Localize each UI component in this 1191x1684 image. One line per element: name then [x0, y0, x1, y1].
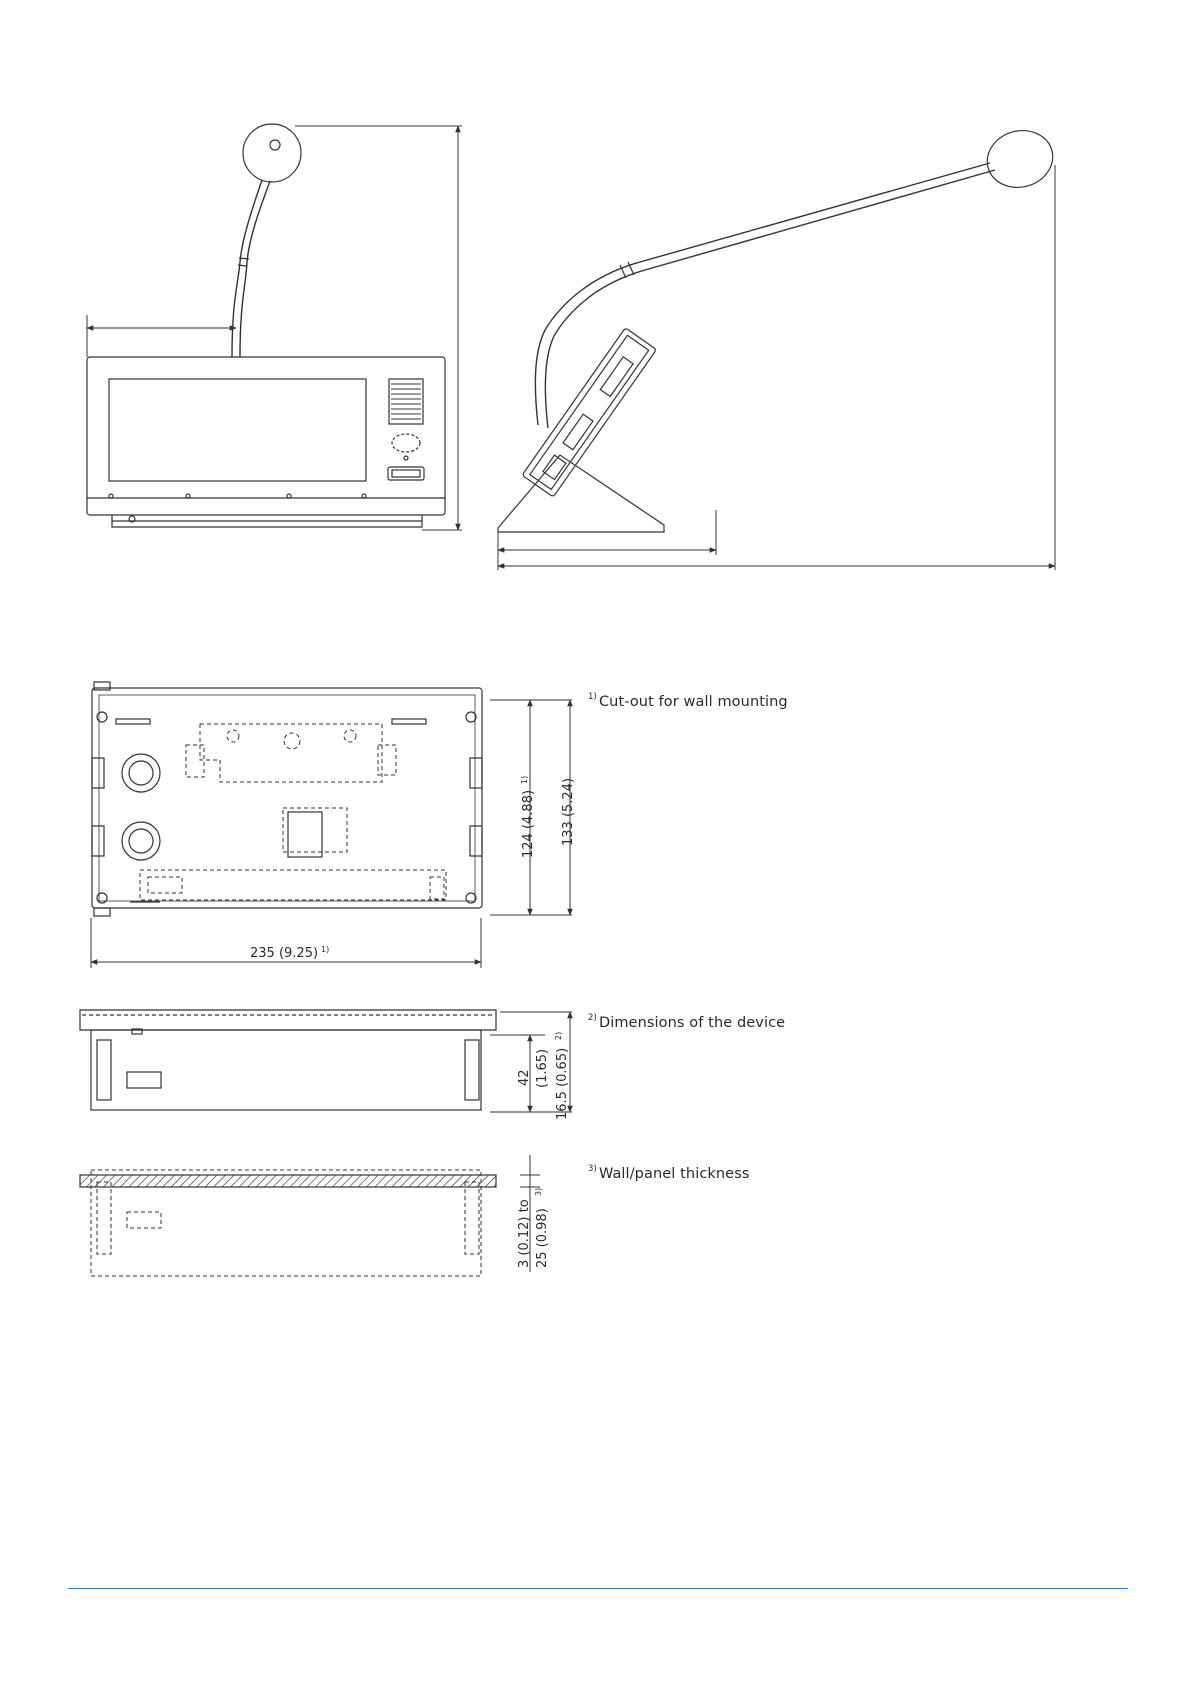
svg-text:3): 3)	[534, 1187, 543, 1196]
side-base	[498, 455, 664, 532]
dim-device-height: 133 (5.24)	[561, 777, 576, 846]
dim-depth-mm: 42	[517, 1069, 532, 1086]
footnote-cutout: $^{1)}$ Cut-out for wall mounting	[588, 692, 788, 710]
mic-head	[243, 124, 301, 182]
wall-section-view	[80, 1155, 540, 1276]
footnote-wall-thickness: $^{3)}$ Wall/panel thickness	[588, 1164, 750, 1182]
dim-cutout-height: 124 (4.88)	[521, 789, 536, 858]
svg-text:1): 1)	[520, 775, 529, 784]
side-mic-head	[981, 123, 1059, 194]
svg-text:1): 1)	[321, 945, 330, 954]
dim-labels	[250, 776, 576, 1268]
footer-rule	[68, 1588, 1128, 1589]
cutout-view	[91, 682, 572, 968]
footnote-dimensions: $^{2)}$ Dimensions of the device	[588, 1013, 786, 1031]
dim-wall-line1: 3 (0.12) to	[517, 1199, 532, 1268]
device-screen	[109, 379, 366, 481]
dim-frame-thickness: 16.5 (0.65)	[555, 1047, 570, 1120]
dim-cutout-width: 235 (9.25)	[250, 946, 319, 961]
device-body	[87, 357, 445, 515]
svg-text:2): 2)	[554, 1031, 563, 1040]
side-view	[498, 123, 1059, 570]
dim-wall-line2: 25 (0.98)	[535, 1208, 550, 1268]
front-view	[87, 124, 462, 530]
dim-depth-in: (1.65)	[535, 1048, 550, 1088]
device-section-view	[80, 1010, 572, 1112]
